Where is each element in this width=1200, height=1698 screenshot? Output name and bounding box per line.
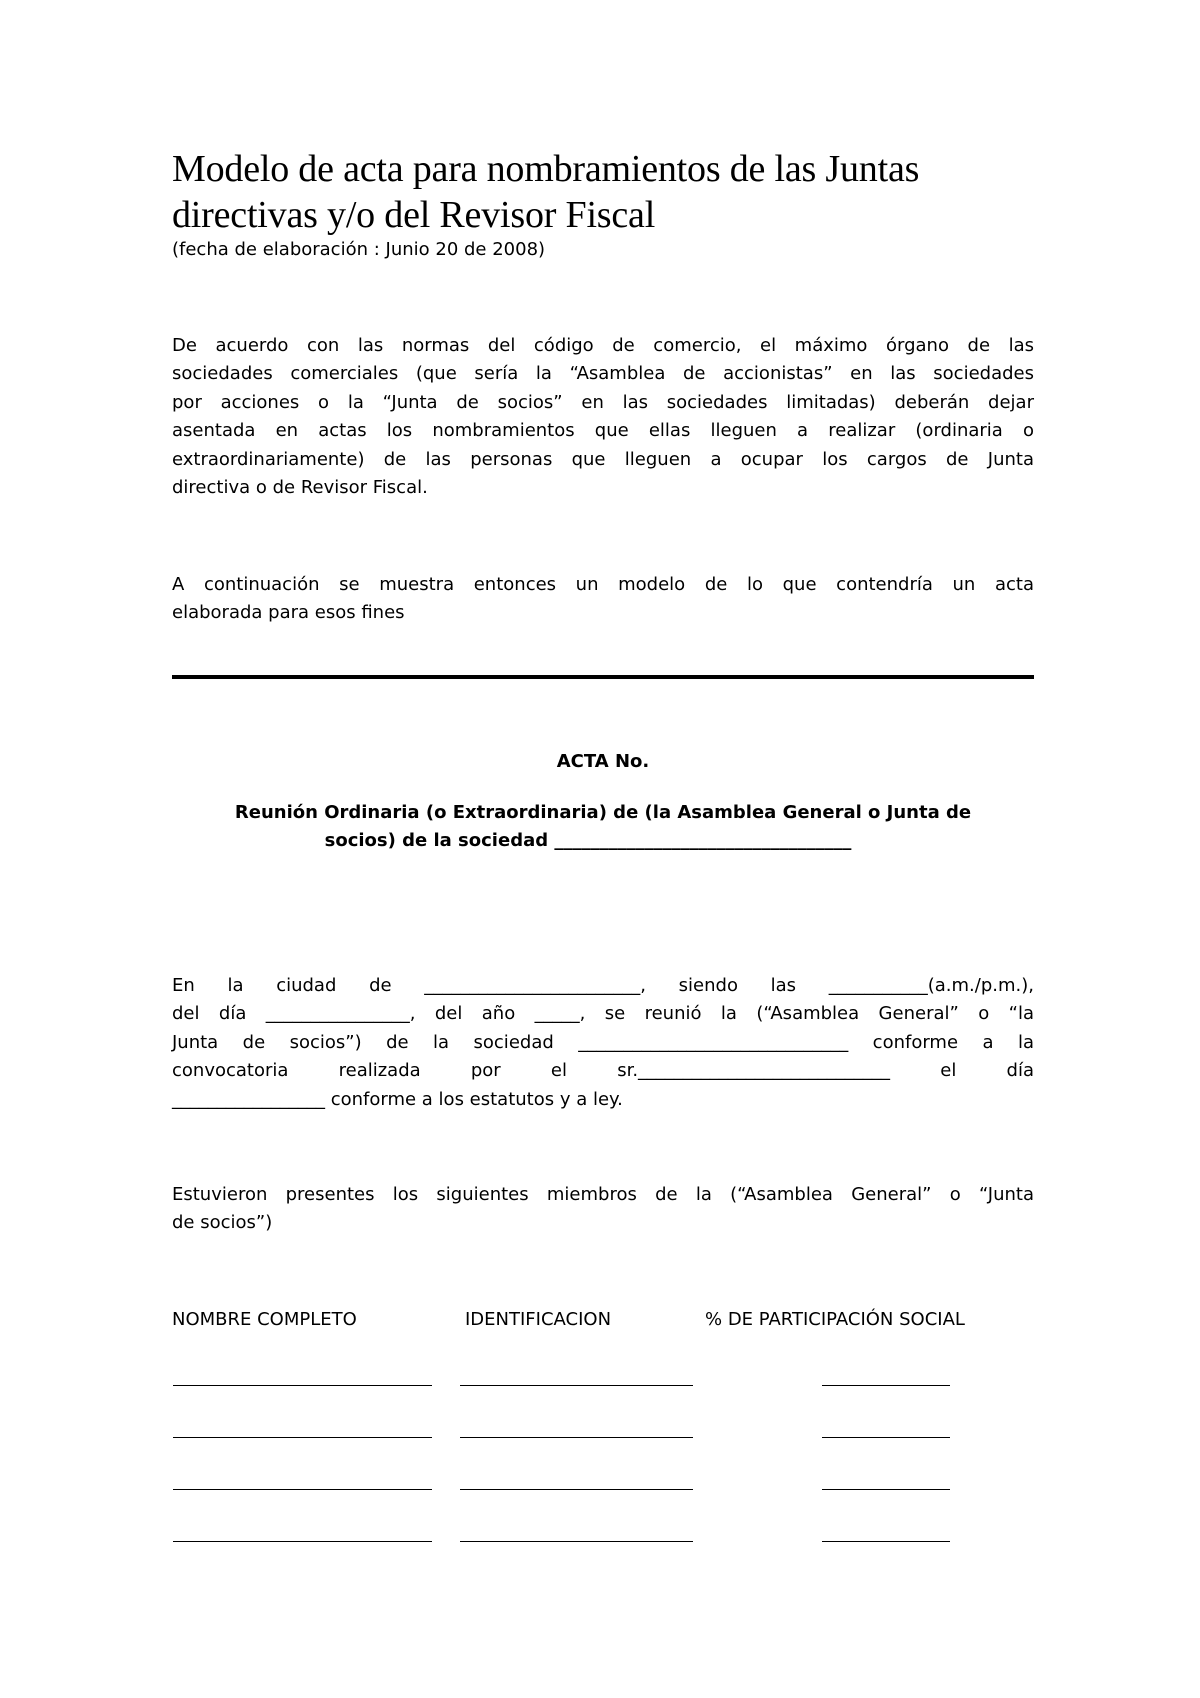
blank-nombre-line [173,1437,432,1438]
paragraph-line: A continuación se muestra entonces un modelo de lo que contendría un acta [172,574,1034,595]
blank-participacion-line [822,1541,950,1542]
blank-identificacion-line [460,1541,693,1542]
blank-participacion-line [822,1437,950,1438]
paragraph-line: _________________ conforme a los estatutos y a ley. [172,1088,623,1110]
paragraph-line: Junta de socios”) de la sociedad ______________________________ conforme a la [172,1031,1034,1053]
meeting-line: Reunión Ordinaria (o Extraordinaria) de (la Asamblea General o Junta de [234,802,972,823]
blank-identificacion-line [460,1489,693,1490]
meeting-line: socios) de la sociedad _________________________________ [324,830,852,852]
section-divider [172,675,1034,679]
paragraph-line: De acuerdo con las normas del código de comercio, el máximo órgano de las [172,335,1034,356]
meeting-heading [172,799,1034,856]
acta-heading: ACTA No. [556,751,650,772]
paragraph-line: En la ciudad de ________________________, siendo las ___________(a.m./p.m.), [172,975,1034,996]
title-line: directivas y/o del Revisor Fiscal [172,194,656,236]
paragraph-line: extraordinariamente) de las personas que lleguen a ocupar los cargos de Junta [172,448,1034,470]
blank-identificacion-line [460,1437,693,1438]
paragraph-line: del día ________________, del año _____, se reunió la (“Asamblea General” o “la [172,1003,1034,1025]
meeting-body-paragraph [172,972,1034,1114]
paragraph-line: por acciones o la “Junta de socios” en las sociedades limitadas) deberán dejar [172,391,1034,413]
column-header-participacion: % DE PARTICIPACIÓN SOCIAL [705,1309,965,1330]
paragraph-line: directiva o de Revisor Fiscal. [172,477,428,499]
title-line: Modelo de acta para nombramientos de las Juntas [172,148,920,190]
intro-paragraph [172,332,1034,502]
column-header-nombre: NOMBRE COMPLETO [172,1309,357,1330]
paragraph-line: Estuvieron presentes los siguientes miembros de la (“Asamblea General” o “Junta [172,1184,1034,1205]
paragraph-line: sociedades comerciales (que sería la “Asamblea de accionistas” en las sociedades [172,363,1034,385]
column-header-identificacion: IDENTIFICACION [465,1309,612,1330]
paragraph-line: convocatoria realizada por el sr.____________________________ el día [172,1060,1034,1082]
blank-nombre-line [173,1489,432,1490]
blank-participacion-line [822,1385,950,1386]
continuation-paragraph [172,571,1034,628]
document-title [172,146,1052,238]
paragraph-line: elaborada para esos fines [172,602,405,624]
document-date: (fecha de elaboración : Junio 20 de 2008) [172,239,546,260]
blank-participacion-line [822,1489,950,1490]
blank-identificacion-line [460,1385,693,1386]
blank-nombre-line [173,1385,432,1386]
blank-nombre-line [173,1541,432,1542]
members-paragraph [172,1181,1034,1238]
paragraph-line: de socios”) [172,1212,273,1234]
paragraph-line: asentada en actas los nombramientos que ellas lleguen a realizar (ordinaria o [172,420,1034,442]
